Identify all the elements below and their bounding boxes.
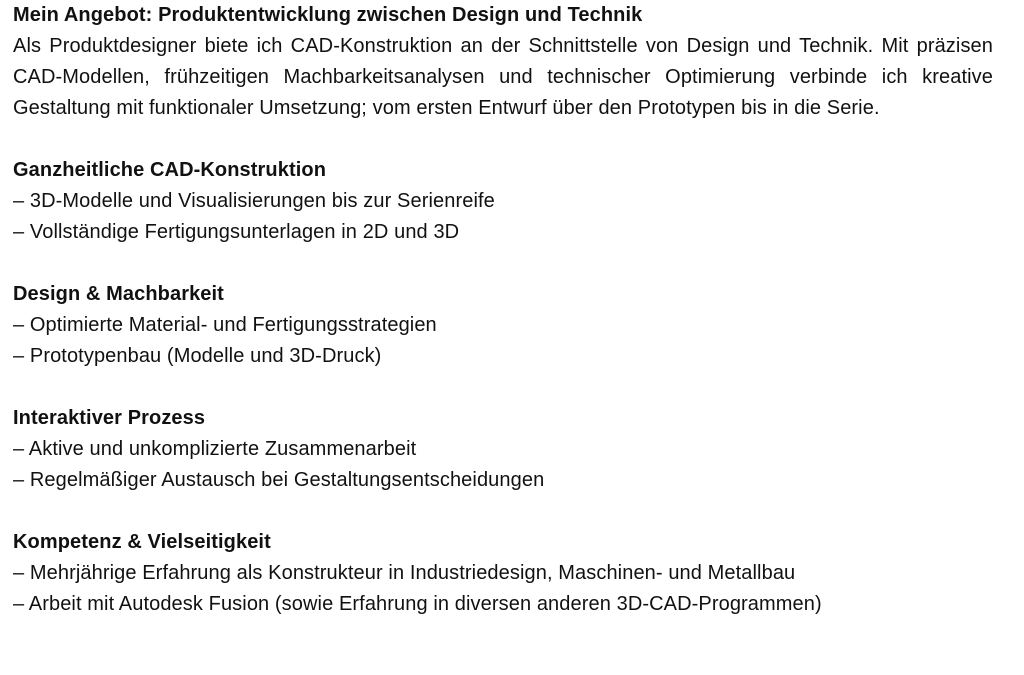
section-heading: Interaktiver Prozess xyxy=(13,407,206,429)
list-item: – Mehrjährige Erfahrung als Konstrukteur in Industriedesign, Maschinen- und Metallbau xyxy=(13,562,796,584)
list-item: – Prototypenbau (Modelle und 3D-Druck) xyxy=(13,345,382,367)
intro-paragraph: Als Produktdesigner biete ich CAD-Konstruktion an der Schnittstelle von Design und Technik. Mit präzisen CAD-Modellen, frühzeitigen Machbarkeitsanalysen und technischer Optimierung verbinde ich kreative Gestaltung mit funktionaler Umsetzung; vom ersten Entwurf über den Prototypen bis in die Serie. xyxy=(13,35,993,119)
list-item: – Arbeit mit Autodesk Fusion (sowie Erfahrung in diversen anderen 3D-CAD-Programmen) xyxy=(13,593,822,615)
bullet-list xyxy=(13,558,993,620)
list-item: – 3D-Modelle und Visualisierungen bis zur Serienreife xyxy=(13,190,495,212)
section-heading: Design & Machbarkeit xyxy=(13,283,224,305)
bullet-list xyxy=(13,186,993,248)
bullet-list xyxy=(13,310,993,372)
list-item: – Aktive und unkomplizierte Zusammenarbeit xyxy=(13,438,417,460)
list-item: – Regelmäßiger Austausch bei Gestaltungsentscheidungen xyxy=(13,469,545,491)
bullet-list xyxy=(13,434,993,496)
list-item: – Vollständige Fertigungsunterlagen in 2D und 3D xyxy=(13,221,460,243)
section-heading: Kompetenz & Vielseitigkeit xyxy=(13,531,271,553)
list-item: – Optimierte Material- und Fertigungsstrategien xyxy=(13,314,437,336)
section-interaktiver-prozess xyxy=(13,403,993,496)
section-kompetenz-vielseitigkeit xyxy=(13,527,993,620)
document-title: Mein Angebot: Produktentwicklung zwischen Design und Technik xyxy=(13,4,643,26)
section-heading: Ganzheitliche CAD-Konstruktion xyxy=(13,159,327,181)
section-design-machbarkeit xyxy=(13,279,993,372)
section-cad-konstruktion xyxy=(13,155,993,248)
